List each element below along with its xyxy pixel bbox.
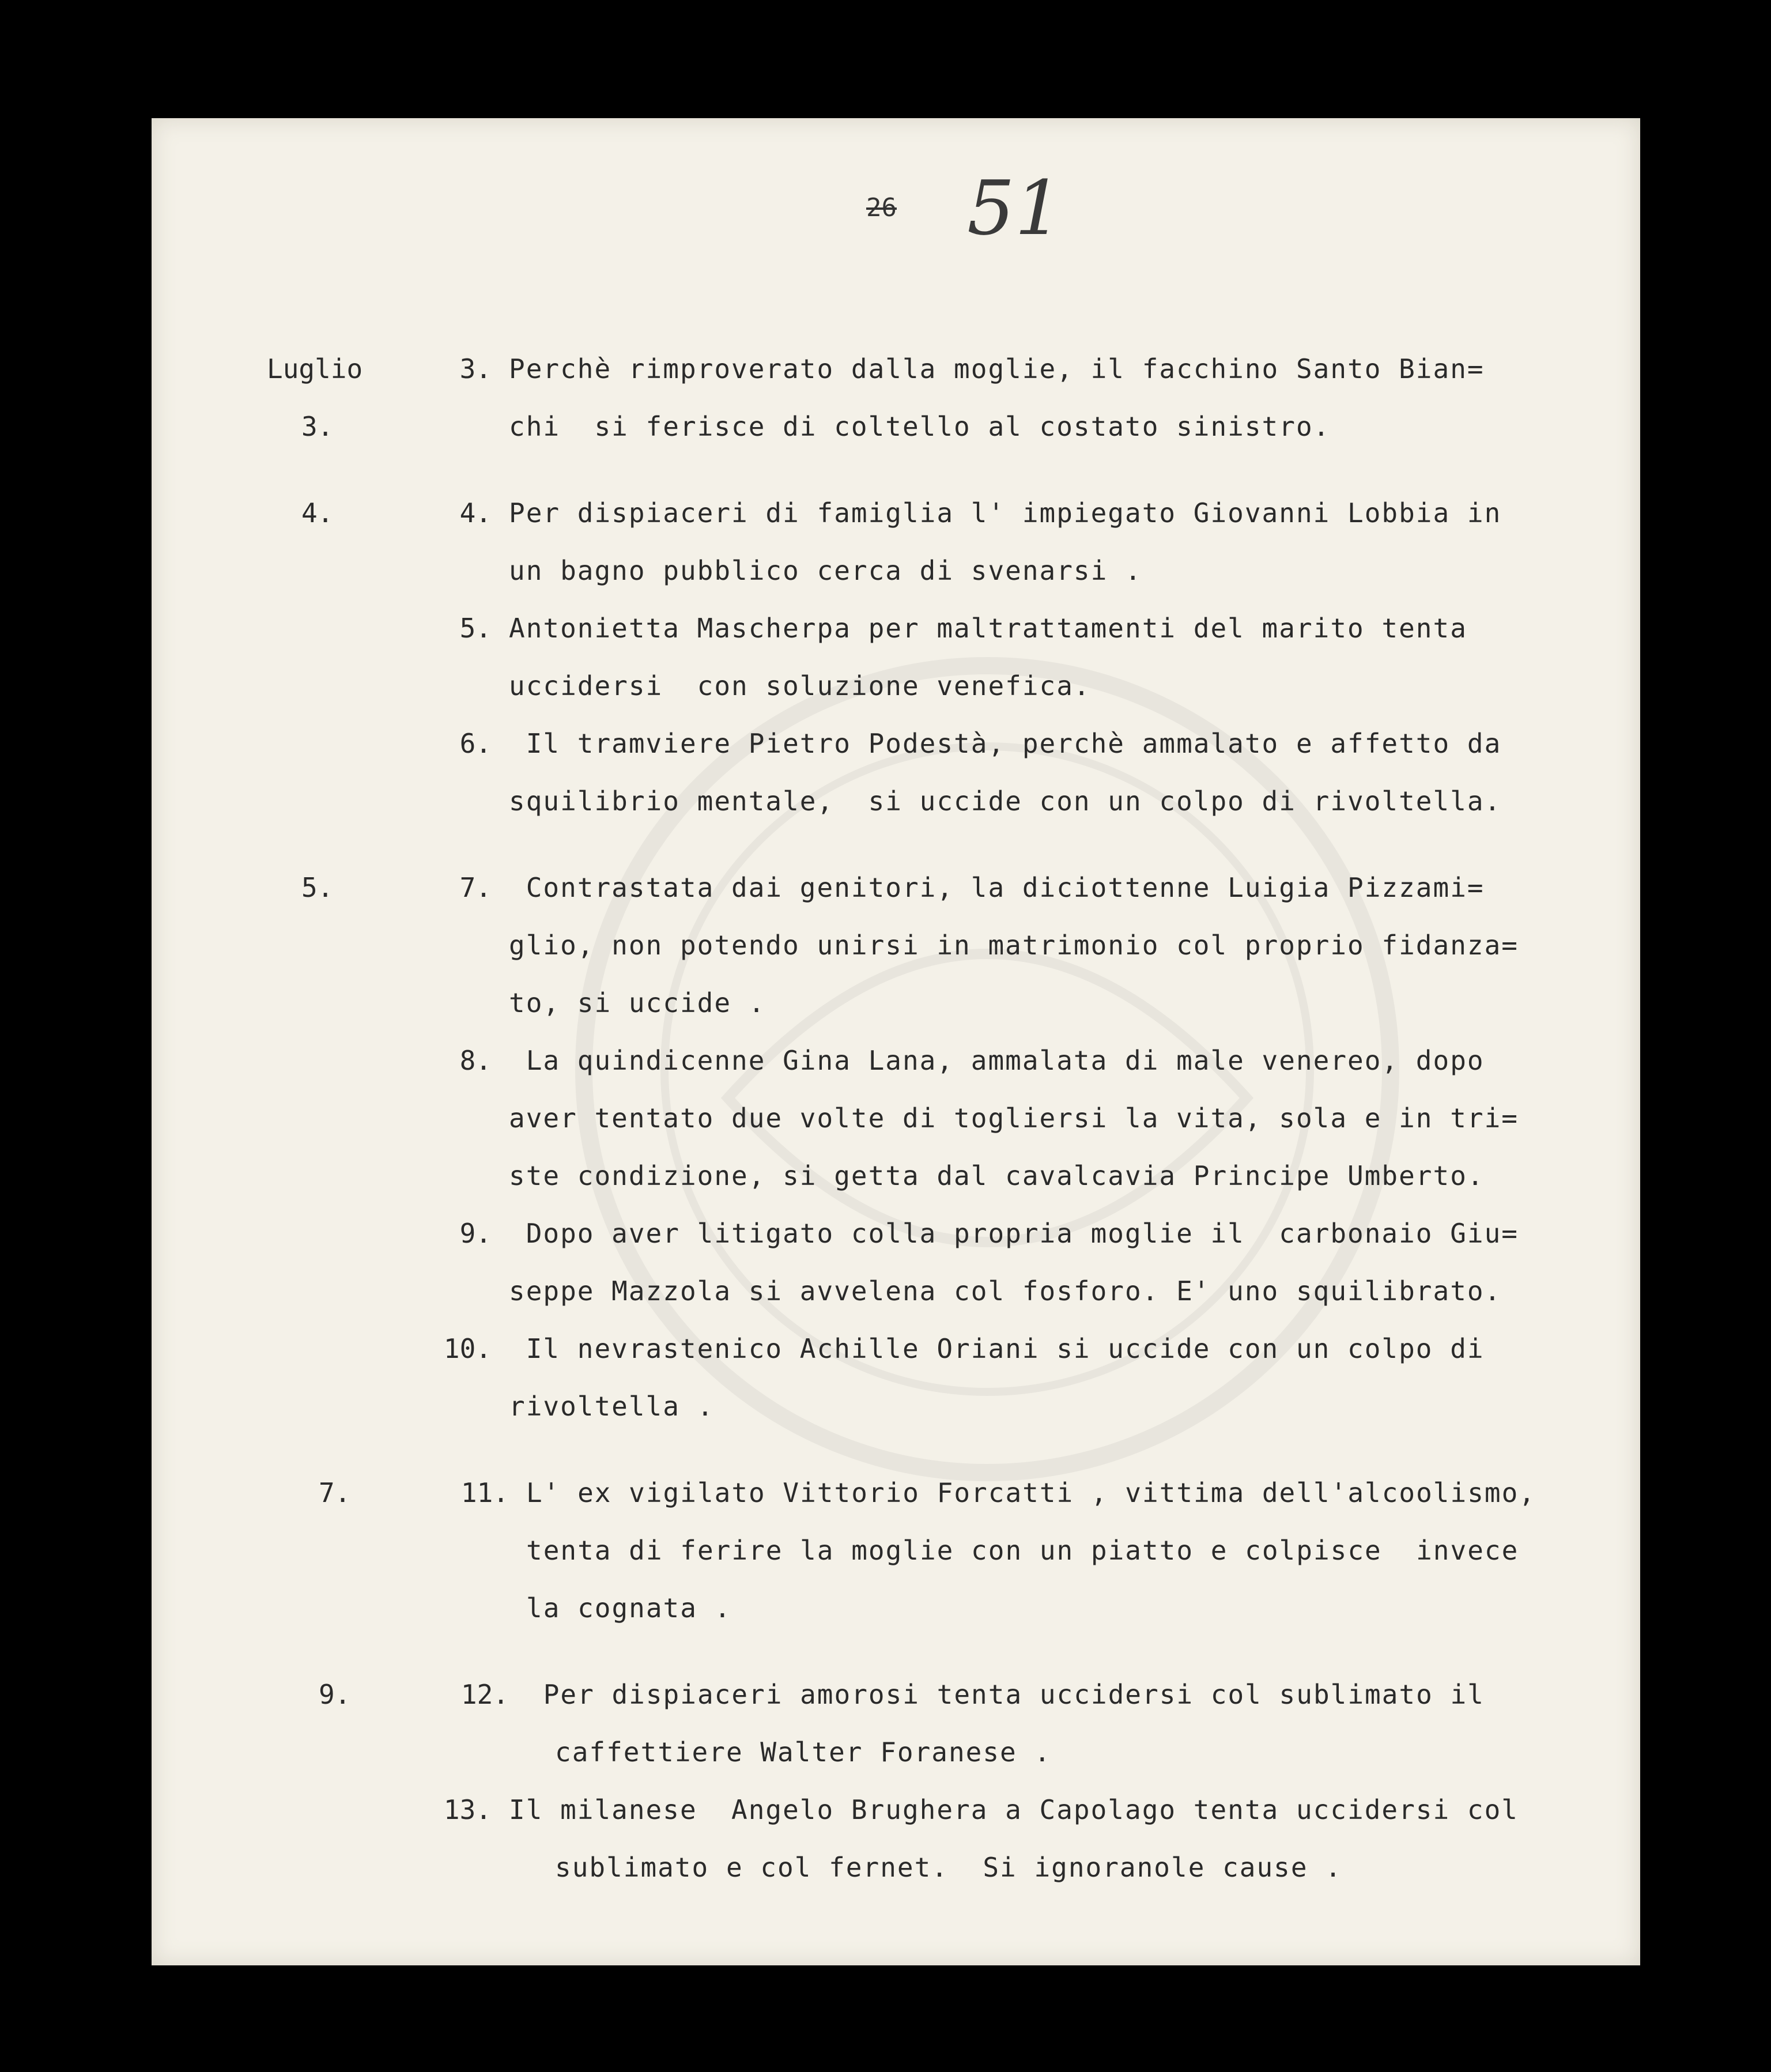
handwritten-page-number: 51 [967, 164, 1063, 252]
entry-text-line: tenta di ferire la moglie con un piatto e colpisce invece [526, 1535, 1519, 1566]
date-day: 5. [301, 872, 334, 903]
date-day: 7. [319, 1477, 351, 1508]
entry-text-line: Il nevrastenico Achille Oriani si uccide con un colpo di [509, 1333, 1485, 1364]
entry-text-line: L' ex vigilato Vittorio Forcatti , vittima dell'alcoolismo, [526, 1477, 1536, 1508]
document-page [152, 118, 1640, 1965]
entry-number: 5. [459, 613, 492, 644]
entry-text-line: Dopo aver litigato colla propria moglie il carbonaio Giu= [509, 1218, 1519, 1249]
struck-page-number: 26 [866, 193, 897, 222]
date-day: 4. [301, 497, 334, 529]
entry-number: 10. [443, 1333, 492, 1364]
entry-text-line: rivoltella . [509, 1391, 715, 1422]
entry-text-line: sublimato e col fernet. Si ignoranole cause . [555, 1852, 1342, 1883]
entry-text-line: Antonietta Mascherpa per maltrattamenti del marito tenta [509, 613, 1467, 644]
entry-number: 4. [459, 497, 492, 529]
entry-text-line: ste condizione, si getta dal cavalcavia Principe Umberto. [509, 1160, 1485, 1191]
entry-text-line: to, si uccide . [509, 987, 766, 1018]
entry-number: 7. [459, 872, 492, 903]
entry-number: 6. [459, 728, 492, 759]
entry-text-line: Il milanese Angelo Brughera a Capolago tenta uccidersi col [509, 1794, 1519, 1825]
entry-text-line: la cognata . [526, 1592, 732, 1624]
entry-number: 9. [459, 1218, 492, 1249]
entry-number: 8. [459, 1045, 492, 1076]
entry-number: 13. [443, 1794, 492, 1825]
entry-text-line: caffettiere Walter Foranese . [555, 1737, 1052, 1768]
entry-text-line: Per dispiaceri amorosi tenta uccidersi col sublimato il [526, 1679, 1485, 1710]
entry-text-line: squilibrio mentale, si uccide con un colpo di rivoltella. [509, 786, 1502, 817]
entry-text-line: Contrastata dai genitori, la diciottenne Luigia Pizzami= [509, 872, 1485, 903]
entry-text-line: uccidersi con soluzione venefica. [509, 670, 1091, 701]
entry-number: 12. [460, 1679, 509, 1710]
page-number [866, 164, 1063, 252]
entry-number: 3. [459, 353, 492, 384]
entry-text-line: seppe Mazzola si avvelena col fosforo. E' uno squilibrato. [509, 1275, 1502, 1307]
date-day: 9. [319, 1679, 351, 1710]
entry-text-line: aver tentato due volte di togliersi la vita, sola e in tri= [509, 1103, 1519, 1134]
entry-text-line: un bagno pubblico cerca di svenarsi . [509, 555, 1142, 586]
entry-number: 11. [460, 1477, 509, 1508]
entry-text-line: chi si ferisce di coltello al costato sinistro. [509, 411, 1331, 442]
entry-text-line: Per dispiaceri di famiglia l' impiegato Giovanni Lobbia in [509, 497, 1502, 529]
entry-text-line: glio, non potendo unirsi in matrimonio col proprio fidanza= [509, 930, 1519, 961]
entry-text-line: La quindicenne Gina Lana, ammalata di male venereo, dopo [509, 1045, 1485, 1076]
entry-text-line: Perchè rimproverato dalla moglie, il facchino Santo Bian= [509, 353, 1485, 384]
date-day: 3. [301, 411, 334, 442]
entry-text-line: Il tramviere Pietro Podestà, perchè ammalato e affetto da [509, 728, 1502, 759]
date-month: Luglio [267, 353, 363, 384]
